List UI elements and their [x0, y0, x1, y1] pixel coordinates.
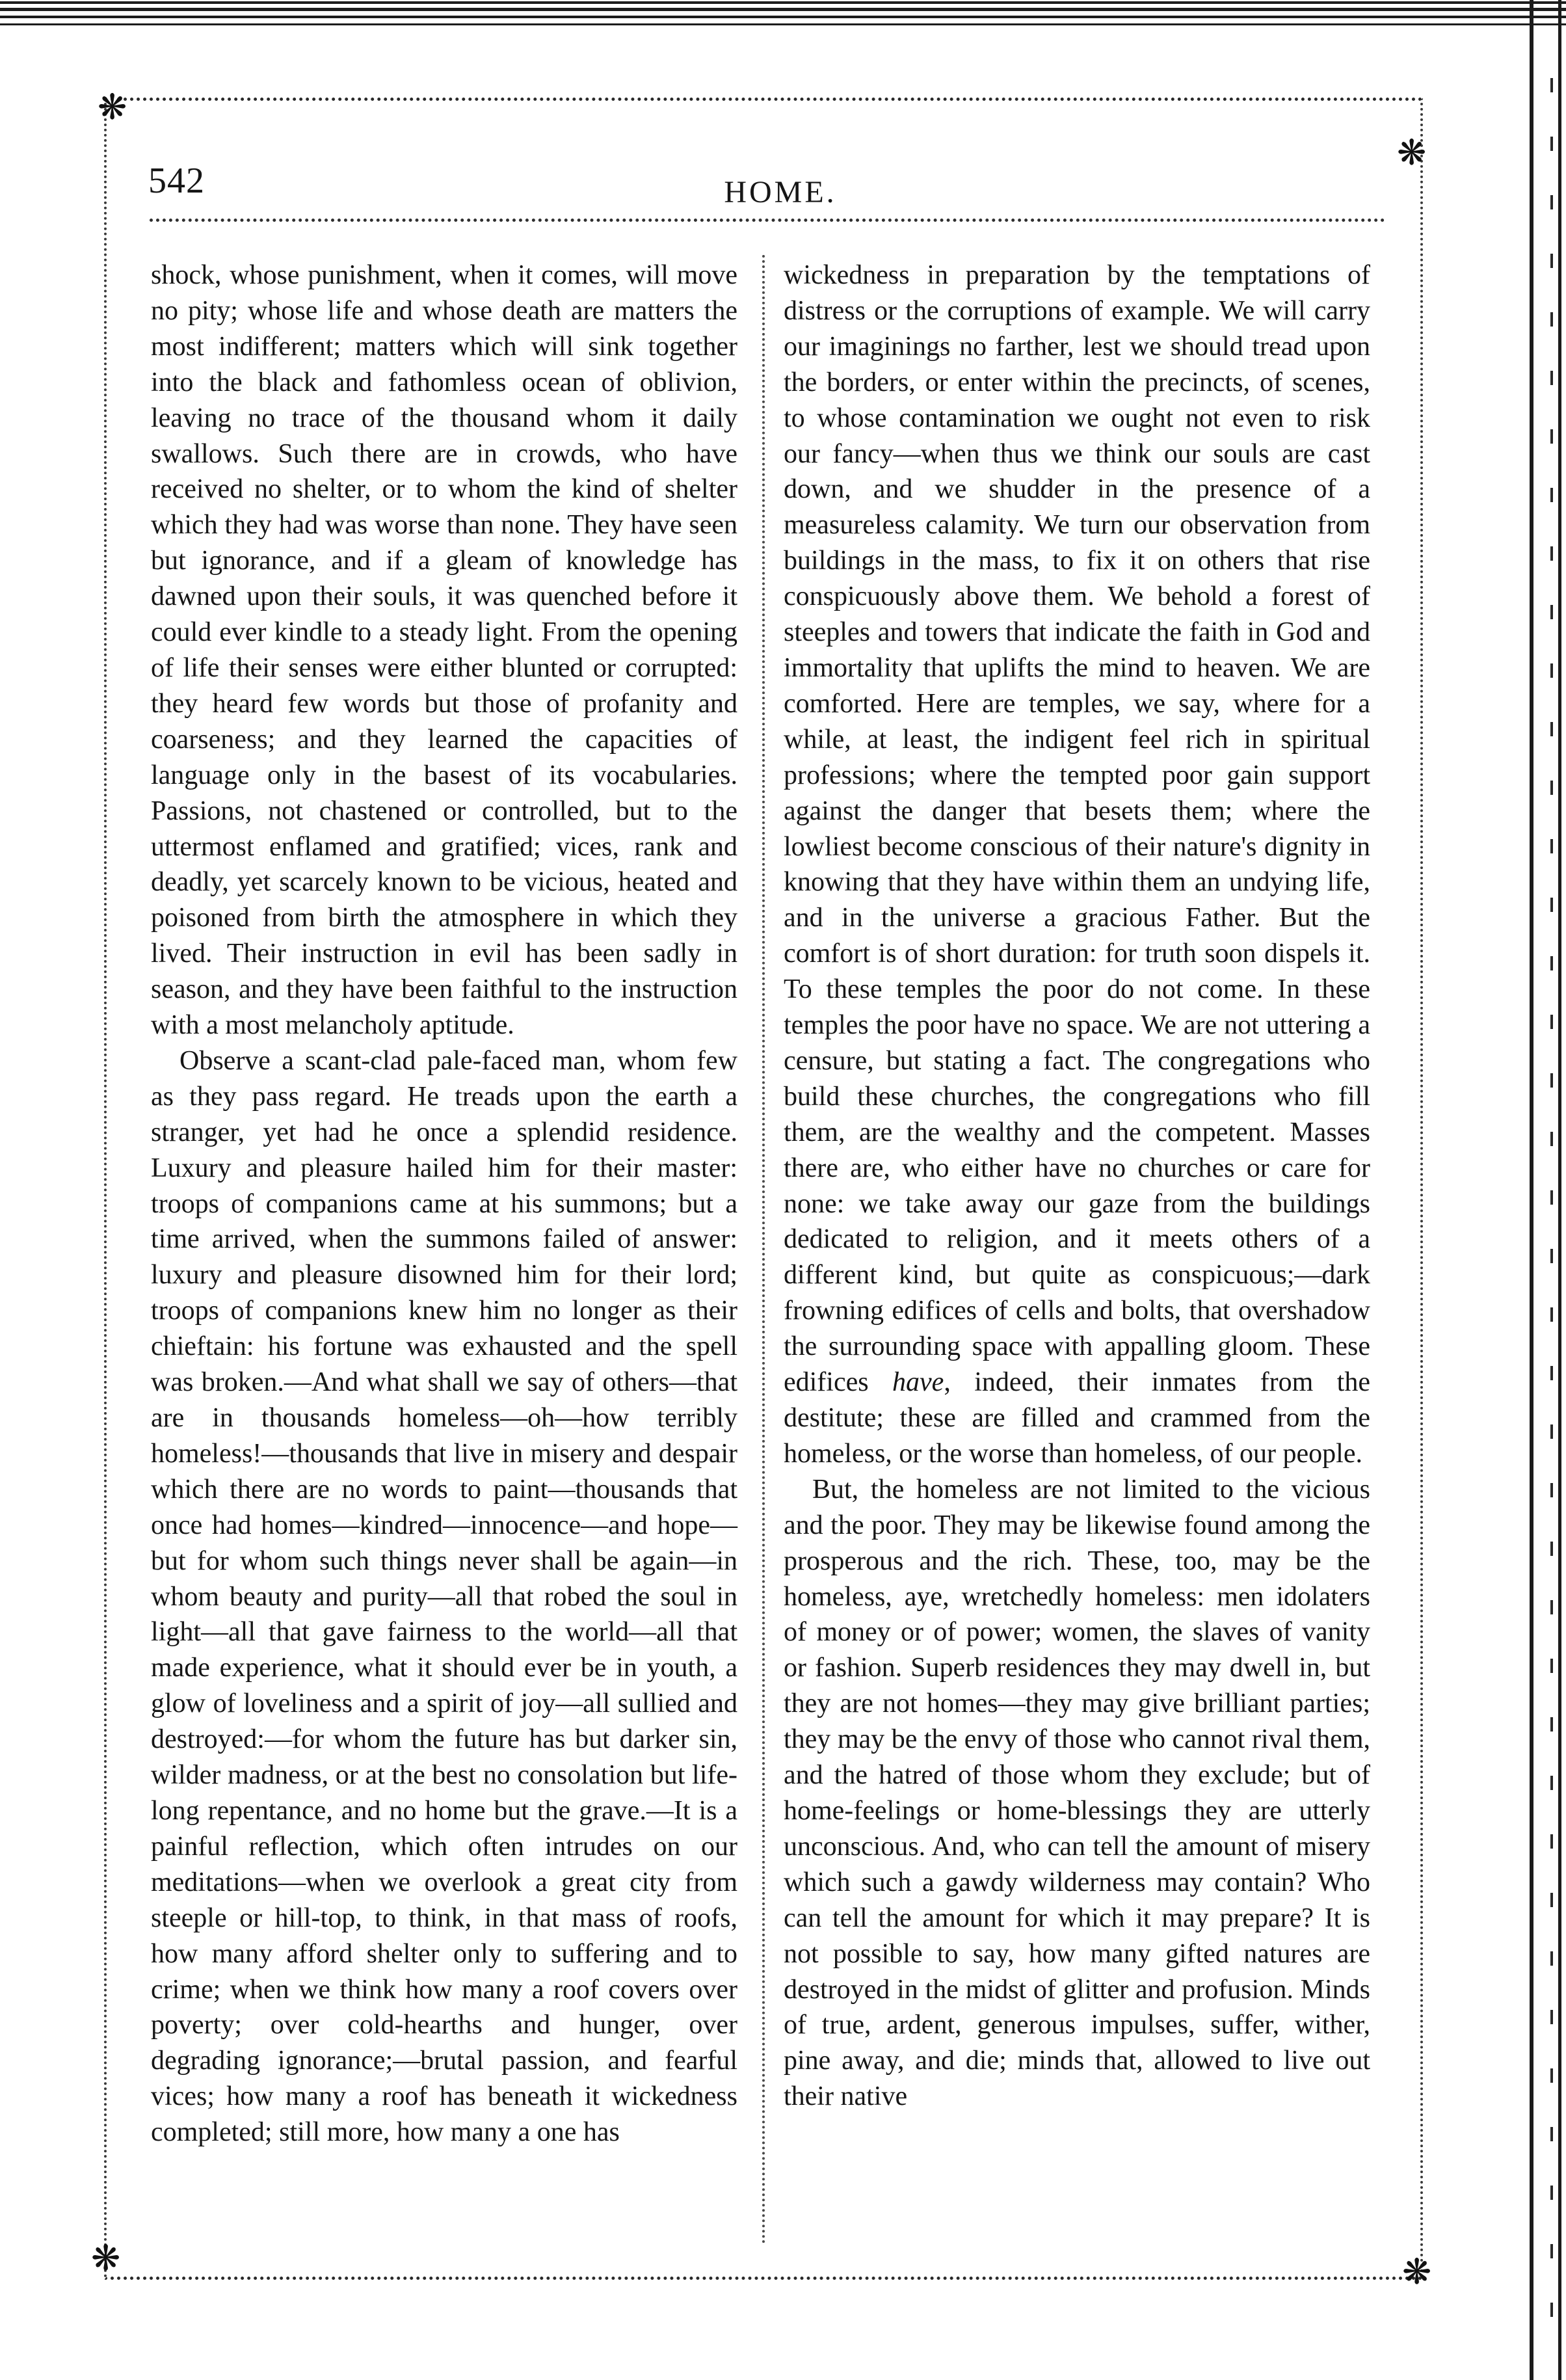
corner-ornament-icon: ❋ — [91, 2239, 121, 2278]
paragraph-text: , indeed, their inmates from the destitute; these are filled and crammed from the homeless, or the worse than homeless, of our people. — [784, 1367, 1370, 1469]
scan-line — [0, 23, 1566, 25]
running-head: HOME. — [724, 175, 837, 209]
page-number: 542 — [148, 161, 205, 201]
paragraph: Observe a scant-clad pale-faced man, whom few as they pass regard. He treads upon the earth a stranger, yet had he once a splendid residence. Luxury and pleasure hailed him for their master: troops of companions came at his summons; but a time arrived, when the summons failed of answer: luxury and pleasure disowned him for their lord; troops of companions knew him no longer as their chieftain: his fortune was exhausted and the spell was broken.—And what shall we say of others—that are in thousands homeless—oh—how terribly homeless!—thousands that live in misery and despair which there are no words to paint—thousands that once had homes—kindred—innocence—and hope—but for whom such things never shall be again—in whom beauty and purity—all that robed the soul in light—all that gave fairness to the world—all that made experience, what it should ever be in youth, a glow of loveliness and a spirit of joy—all sullied and destroyed:—for whom the future has but darker sin, wilder madness, or at the best no consolation but life-long repentance, and no home but the grave.—It is a painful reflection, which often intrudes on our meditations—when we overlook a great city from steeple or hill-top, to think, in that mass of roofs, how many afford shelter only to suffering and to crime; when we think how many a roof covers over poverty; over cold-hearths and hunger, over degrading ignorance;—brutal passion, and fearful vices; how many a roof has beneath it wickedness completed; still more, how many a one has — [151, 1045, 737, 2148]
emphasis-text: have — [892, 1367, 944, 1398]
scan-line — [0, 16, 1566, 18]
scan-line — [0, 8, 1566, 11]
page-edge-line — [1530, 0, 1533, 2380]
corner-ornament-icon: ❋ — [98, 88, 127, 127]
scan-line — [0, 1, 1566, 4]
scan-top-band — [0, 0, 1566, 39]
paragraph — [784, 258, 1370, 1472]
page-edge-line — [1558, 0, 1561, 2380]
header-rule — [150, 219, 1385, 222]
paragraph: shock, whose punishment, when it comes, will move no pity; whose life and whose death are matters the most indifferent; matters which will sink together into the black and fathomless ocean of oblivion, leaving no trace of the thousand whom it daily swallows. Such there are in crowds, who have received no shelter, or to whom the kind of shelter which they had was worse than none. They have seen but ignorance, and if a gleam of knowledge has dawned upon their souls, it was quenched before it could ever kindle to a steady light. From the opening of life their senses were either blunted or corrupted: they heard few words but those of profanity and coarseness; and they learned the capacities of language only in the basest of its vocabularies. Passions, not chastened or controlled, but to the uttermost enflamed and gratified; vices, rank and deadly, yet scarcely known to be vicious, heated and poisoned from birth the atmosphere in which they lived. Their instruction in evil has been sadly in season, and they have been faithful to the instruction with a most melancholy aptitude. — [151, 260, 737, 1041]
text-column-right — [784, 258, 1370, 2115]
paragraph-text: wickedness in preparation by the temptations of distress or the corruptions of example. We will carry our imaginings no farther, lest we should tread upon the borders, or enter within the precincts, of scenes, to whose contamination we ought not even to risk our fancy—when thus we think our souls are cast down, and we shudder in the presence of a measureless calamity. We turn our observation from buildings in the mass, to fix it on others that rise conspicuously above them. We behold a forest of steeples and towers that indicate the faith in God and immortality that uplifts the mind to heaven. We are comforted. Here are temples, we say, where for a while, at least, the indigent feel rich in spiritual professions; where the tempted poor gain support against the danger that besets them; where the lowliest become conscious of their nature's dignity in knowing that they have within them an undying life, and in the universe a gracious Father. But the comfort is of short duration: for truth soon dispels it. To these temples the poor do not come. In these temples the poor have no space. We are not uttering a censure, but stating a fact. The congregations who build these churches, the congregations who fill them, are the wealthy and the competent. Masses there are, who either have no churches or care for none: we take away our gaze from the buildings dedicated to religion, and it meets others of a different kind, but quite as conspicuous;—dark frowning edifices of cells and bolts, that overshadow the surrounding space with appalling gloom. These edifices — [784, 260, 1370, 1398]
page-edge-dashes — [1550, 78, 1553, 2342]
column-divider — [762, 255, 765, 2245]
paragraph: But, the homeless are not limited to the vicious and the poor. They may be likewise found among the prosperous and the rich. These, too, may be the homeless, aye, wretchedly homeless: men idolaters of money or of power; women, the slaves of vanity or fashion. Superb residences they may dwell in, but they are not homes—they may give brilliant parties; they may be the envy of those who cannot rival them, and the hatred of those whom they exclude; but of home-feelings or home-blessings they are utterly unconscious. And, who can tell the amount of misery which such a gawdy wilderness may contain? Who can tell the amount for which it may prepare? It is not possible to say, how many gifted natures are destroyed in the midst of glitter and profusion. Minds of true, ardent, generous impulses, suffer, wither, pine away, and die; minds that, allowed to live out their native — [784, 1474, 1370, 2112]
corner-ornament-icon: ❋ — [1402, 2253, 1432, 2292]
corner-ornament-icon: ❋ — [1397, 133, 1427, 172]
text-column-left — [151, 258, 737, 2150]
